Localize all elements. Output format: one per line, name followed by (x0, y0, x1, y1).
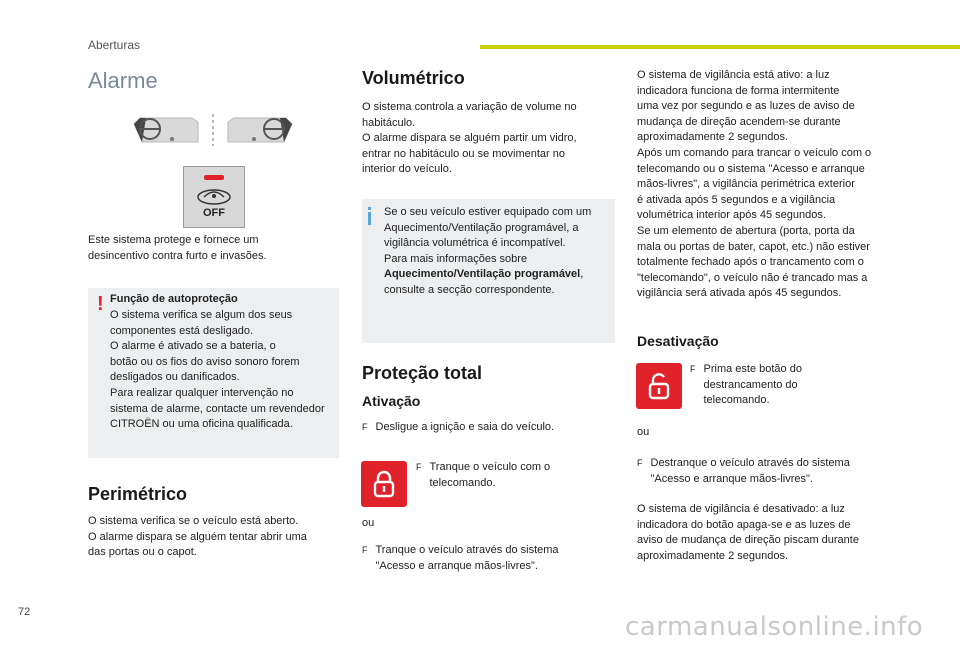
ativacao-step-3 (362, 543, 612, 574)
lock-button-illustration (361, 461, 407, 507)
perimetrico-text: O sistema verifica se o veículo está aberto. O alarme dispara se alguém tentar abrir uma das portas ou o capot. (88, 515, 307, 559)
warning-icon: ! (97, 293, 104, 315)
page-number: 72 (18, 606, 31, 618)
warning-title: Função de autoproteção (110, 293, 238, 305)
section-tag: Aberturas (88, 38, 141, 52)
ativacao-title: Ativação (362, 393, 421, 409)
bullet-icon: F (362, 545, 368, 555)
alarme-title: Alarme (88, 68, 158, 93)
desativacao-step-2 (637, 456, 897, 487)
warning-box (88, 288, 339, 458)
alarm-off-button-illustration (183, 166, 245, 228)
alarm-led-icon (204, 175, 224, 180)
info-text-after: consulte a secção correspondente. (384, 283, 555, 296)
desativacao-closing: O sistema de vigilância é desativado: a luz indicadora do botão apaga-se e as luzes de aviso de mudança de direção piscam durante aproximadamente 2 segundos. (637, 503, 859, 562)
bullet-icon: F (362, 422, 368, 432)
info-icon-dot (368, 207, 371, 210)
desativacao-title: Desativação (637, 333, 719, 349)
vigilancia-text: O sistema de vigilância está ativo: a luz indicadora funciona de forma intermitente uma vez por segundo e as luzes de aviso de mudança de direção acendem-se durante aproximadamente 2 segundos. Após um comando para trancar o veículo com o telecomando ou o sistema "Acesso e arranque mãos-livres", a vigilância perimétrica exterior é ativada após 5 segundos e a vigilância volumétrica interior após 45 segundos. Se um elemento de abertura (porta, porta da mala ou portas de bater, capot, etc.) não estiver totalmente fechado após o trancamento com o "telecomando", o veículo não é trancado mas a vigilância será ativada após 45 segundos. (637, 69, 872, 300)
desativacao-step-1 (690, 362, 890, 409)
volumetrico-text: O sistema controla a variação de volume no habitáculo. O alarme dispara se alguém partir um vidro, entrar no habitáculo ou se movimentar no interior do veículo. (362, 101, 577, 176)
unlock-icon (648, 372, 670, 400)
protecao-title: Proteção total (362, 363, 483, 383)
info-icon (368, 212, 371, 225)
ativacao-step-2-text: Tranque o veículo com o telecomando. (429, 461, 551, 489)
ativacao-step-2 (416, 460, 612, 491)
bullet-icon: F (637, 458, 643, 468)
alarm-off-icon (196, 185, 232, 207)
ativacao-or: ou (362, 517, 375, 529)
desativacao-or: ou (637, 426, 650, 438)
warning-text: O sistema verifica se algum dos seus componentes está desligado. O alarme é ativado se a bateria, o botão ou os fios do aviso sonoro forem desligados ou danificados. Para realizar qualquer intervenção no sistema de alarme, contacte um revendedor CITROËN ou uma oficina qualificada. (110, 309, 325, 431)
ativacao-step-1 (362, 420, 612, 436)
ativacao-step-1-text: Desligue a ignição e saia do veículo. (375, 421, 555, 433)
ativacao-step-3-text: Tranque o veículo através do sistema "Acesso e arranque mãos-livres". (375, 544, 559, 572)
perimetrico-title: Perimétrico (88, 484, 188, 504)
watermark: carmanualsonline.info (625, 612, 924, 642)
alarme-intro: Este sistema protege e fornece um desincentivo contra furto e invasões. (88, 234, 267, 262)
lock-icon (373, 470, 395, 498)
off-label: OFF (203, 207, 225, 219)
desativacao-step-1-text: Prima este botão do destrancamento do telecomando. (703, 363, 802, 407)
bullet-icon: F (416, 462, 422, 472)
car-interior-icon (132, 112, 294, 148)
desativacao-step-2-text: Destranque o veículo através do sistema "Acesso e arranque mãos-livres". (650, 457, 850, 485)
bullet-icon: F (690, 364, 696, 374)
info-text-bold: Aquecimento/Ventilação programável (384, 268, 581, 281)
info-text: Se o seu veículo estiver equipado com um Aquecimento/Ventilação programável, a vigilância volumétrica é incompatível. Para mais informações sobre Aquecimento/Ventilação programável, consulte a secção correspondente. (384, 206, 592, 296)
info-text-before: Se o seu veículo estiver equipado com um Aquecimento/Ventilação programável, a vigilância volumétrica é incompatível. Para mais informações sobre (384, 206, 592, 265)
unlock-button-illustration (636, 363, 682, 409)
info-box (362, 199, 615, 343)
volumetrico-title: Volumétrico (362, 68, 465, 88)
header-accent-bar (480, 45, 960, 49)
